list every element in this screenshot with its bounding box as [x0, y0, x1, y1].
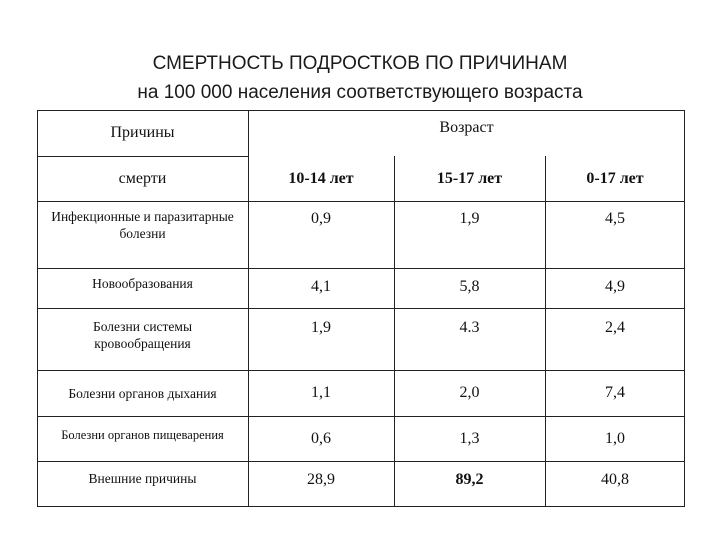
header-causes-bottom: смерти [118, 169, 167, 187]
value-cell: 1,0 [605, 429, 625, 447]
value-cell: 40,8 [601, 471, 629, 488]
cause-cell: Болезни системы кровообращения [92, 319, 193, 351]
value-cell: 28,9 [307, 471, 335, 488]
value-cell: 1,1 [311, 384, 331, 401]
value-cell: 2,0 [459, 384, 480, 401]
cause-cell: Инфекционные и паразитарные болезни [51, 209, 234, 241]
value-cell: 4.3 [459, 319, 480, 336]
header-age: Возраст [439, 119, 494, 136]
value-cell: 1,9 [311, 319, 331, 336]
value-cell: 1,9 [459, 210, 480, 227]
header-age-group: 15-17 лет [436, 169, 503, 187]
value-cell: 4,1 [311, 278, 331, 295]
cause-cell: Болезни органов дыхания [68, 386, 217, 401]
header-causes-top: Причины [110, 124, 175, 141]
value-cell: 4,5 [605, 210, 625, 227]
header-age-group: 0-17 лет [586, 169, 644, 187]
value-cell: 4,9 [605, 278, 625, 295]
page-subtitle: на 100 000 населения соответствующего возраста [137, 82, 583, 103]
value-cell: 0,9 [311, 210, 331, 227]
cause-cell: Новообразования [92, 275, 193, 291]
page-title: СМЕРТНОСТЬ ПОДРОСТКОВ ПО ПРИЧИНАМ [152, 53, 568, 74]
value-cell: 1,3 [459, 429, 480, 447]
value-cell: 0,6 [311, 429, 331, 447]
cause-cell: Внешние причины [88, 470, 197, 486]
cause-cell: Болезни органов пищеварения [61, 428, 224, 443]
value-cell: 7,4 [605, 384, 625, 401]
value-cell: 2,4 [605, 319, 625, 336]
value-cell: 89,2 [455, 471, 484, 488]
header-age-group: 10-14 лет [288, 169, 354, 187]
value-cell: 5,8 [459, 278, 480, 295]
